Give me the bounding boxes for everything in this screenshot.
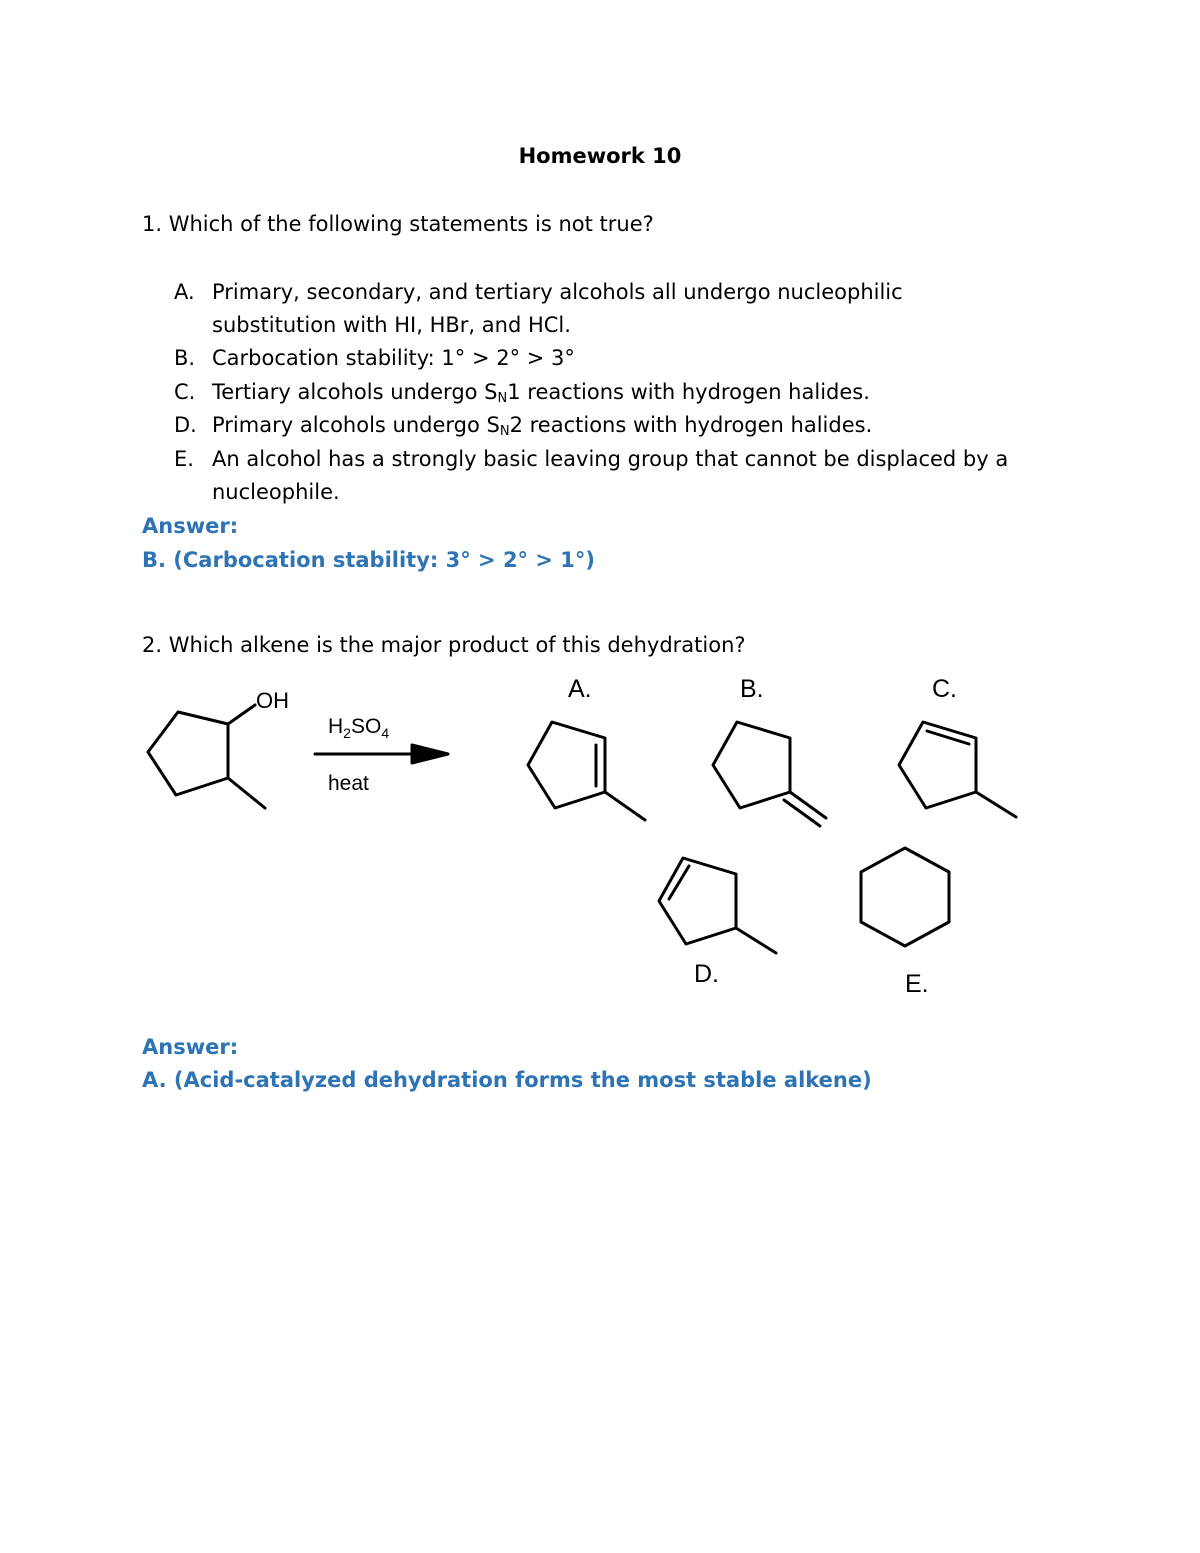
choice-a-label: A.	[568, 675, 592, 703]
reaction-arrow	[315, 745, 448, 763]
option-c-letter: C.	[174, 380, 196, 404]
choice-a-structure	[528, 722, 645, 820]
condition-label: heat	[328, 772, 369, 795]
choice-d-structure	[659, 858, 776, 953]
choice-c-label: C.	[932, 675, 957, 703]
option-d-letter: D.	[174, 413, 197, 437]
option-b-text: Carbocation stability: 1° > 2° > 3°	[212, 346, 575, 370]
question-2-prompt: 2. Which alkene is the major product of this dehydration?	[142, 633, 746, 657]
oh-label: OH	[256, 688, 289, 713]
choice-b-label: B.	[740, 675, 764, 703]
answer-1-label: Answer:	[142, 514, 239, 538]
answer-1-text: B. (Carbocation stability: 3° > 2° > 1°)	[142, 548, 595, 572]
reactant-structure	[148, 705, 265, 808]
option-e-line-1: An alcohol has a strongly basic leaving group that cannot be displaced by a	[212, 447, 1009, 471]
reagent-label: $H_2SO_4$	[328, 715, 390, 741]
option-e-letter: E.	[174, 447, 194, 471]
option-c-text: Tertiary alcohols undergo $S_N1$ reactions with hydrogen halides.	[212, 380, 870, 406]
option-e-line-2: nucleophile.	[212, 480, 340, 504]
choice-e-structure	[861, 848, 949, 946]
choice-c-structure	[899, 722, 1016, 817]
question-1-prompt: 1. Which of the following statements is not true?	[142, 212, 654, 236]
option-a-line-1: Primary, secondary, and tertiary alcohols all undergo nucleophilic	[212, 280, 903, 304]
reaction-scheme	[0, 660, 1200, 1010]
option-d-text: Primary alcohols undergo $S_N2$ reactions with hydrogen halides.	[212, 413, 873, 439]
page-title: Homework 10	[518, 144, 682, 168]
choice-e-label: E.	[905, 970, 929, 998]
option-a-letter: A.	[174, 280, 195, 304]
answer-2-text: A. (Acid-catalyzed dehydration forms the most stable alkene)	[142, 1068, 872, 1092]
option-b-letter: B.	[174, 346, 196, 370]
choice-d-label: D.	[694, 960, 719, 988]
choice-b-structure	[713, 722, 826, 826]
answer-2-label: Answer:	[142, 1035, 239, 1059]
option-a-line-2: substitution with HI, HBr, and HCl.	[212, 313, 571, 337]
